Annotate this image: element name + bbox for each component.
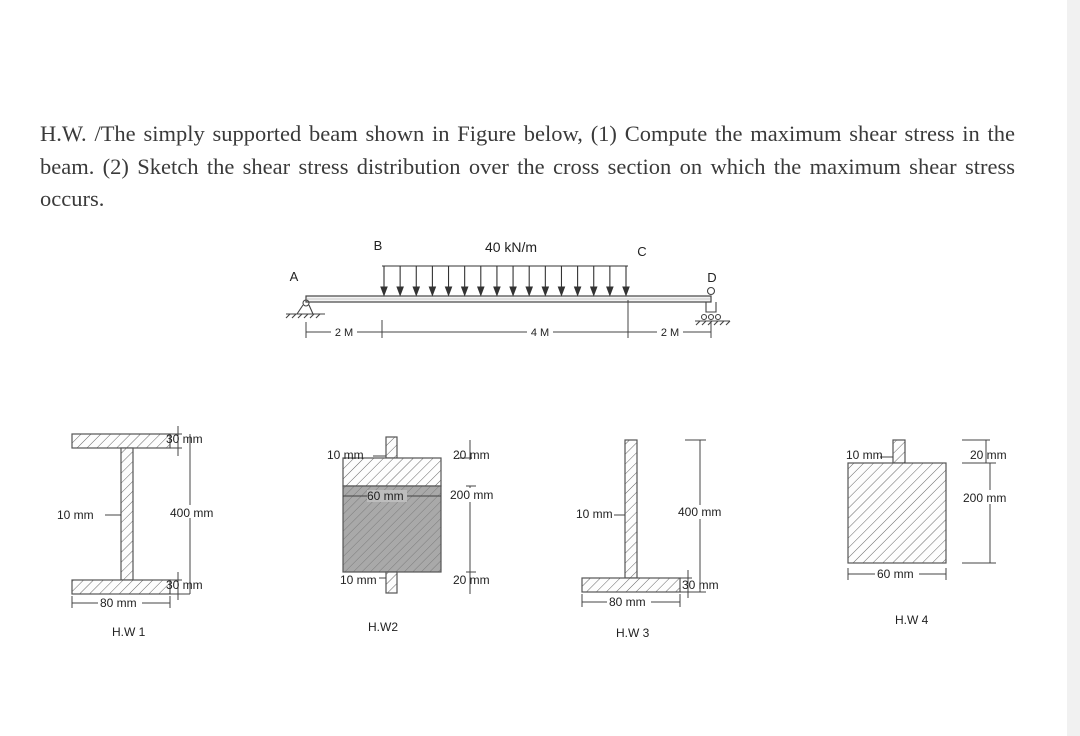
load-arrow-head <box>478 287 484 295</box>
load-arrow-head <box>510 287 516 295</box>
hw1-bottom-flange-dim: 30 mm <box>166 578 203 592</box>
hw2-bottom-thickness-dim: 20 mm <box>453 573 490 587</box>
load-arrow-head <box>446 287 452 295</box>
load-arrow-head <box>429 287 435 295</box>
load-arrow-head <box>494 287 500 295</box>
hw1-height-dim: 400 mm <box>170 506 214 520</box>
hw2-top-thickness-dim: 20 mm <box>453 448 490 462</box>
hw4-stem-width-dim: 10 mm <box>846 448 883 462</box>
point-label-a: A <box>289 269 299 284</box>
hw2-body-width-dim: 60 mm <box>367 489 404 503</box>
point-label-b: B <box>373 238 383 253</box>
span-label-1: 2 M <box>334 327 354 339</box>
hw1-web-dim: 10 mm <box>57 508 94 522</box>
span-label-3: 2 M <box>660 327 680 339</box>
load-arrow-head <box>381 287 387 295</box>
question-text: H.W. /The simply supported beam shown in Figure below, (1) Compute the maximum shear stress in the beam. (2) Sketch the shear stress distribution over the cross section on which the maximum shear stress occurs. <box>40 121 1015 211</box>
load-arrow-head <box>413 287 419 295</box>
load-arrow-head <box>607 287 613 295</box>
section-hw4 <box>846 440 1014 627</box>
section-hw2 <box>327 437 502 634</box>
hw4-block-height-dim: 200 mm <box>963 491 1007 505</box>
load-arrow-head <box>558 287 564 295</box>
hw2-caption: H.W2 <box>368 620 398 634</box>
hw1-flange-width-dim: 80 mm <box>100 596 137 610</box>
hw2-top-stem-dim: 10 mm <box>327 448 364 462</box>
distributed-load <box>381 266 629 295</box>
section-hw1 <box>57 426 219 639</box>
span-label-2: 4 M <box>530 327 550 339</box>
hw2-bottom-stem-dim: 10 mm <box>340 573 377 587</box>
load-arrow-head <box>542 287 548 295</box>
point-label-c: C <box>637 244 647 259</box>
load-arrow-head <box>575 287 581 295</box>
hw3-height-dim: 400 mm <box>678 505 722 519</box>
hw4-stem-height-dim: 20 mm <box>970 448 1007 462</box>
hw4-block-width-dim: 60 mm <box>877 567 914 581</box>
hw1-caption: H.W 1 <box>112 625 146 639</box>
hw4-caption: H.W 4 <box>895 613 929 627</box>
hw3-flange-width-dim: 80 mm <box>609 595 646 609</box>
load-arrow-head <box>526 287 532 295</box>
pin-support-a <box>286 300 325 318</box>
roller-support-d <box>695 288 730 326</box>
section-hw3 <box>576 440 726 640</box>
load-arrow-head <box>591 287 597 295</box>
hw1-top-flange-dim: 30 mm <box>166 432 203 446</box>
beam-diagram <box>286 238 730 339</box>
load-label: 40 kN/m <box>484 239 538 255</box>
hw3-caption: H.W 3 <box>616 626 650 640</box>
load-arrow-head <box>397 287 403 295</box>
hw3-flange-thickness-dim: 30 mm <box>682 578 719 592</box>
load-arrow-head <box>462 287 468 295</box>
hw2-middle-height-dim: 200 mm <box>450 488 494 502</box>
point-label-d: D <box>707 270 717 285</box>
span-dimensions <box>306 300 711 338</box>
hw3-web-dim: 10 mm <box>576 507 613 521</box>
load-arrow-head <box>623 287 629 295</box>
